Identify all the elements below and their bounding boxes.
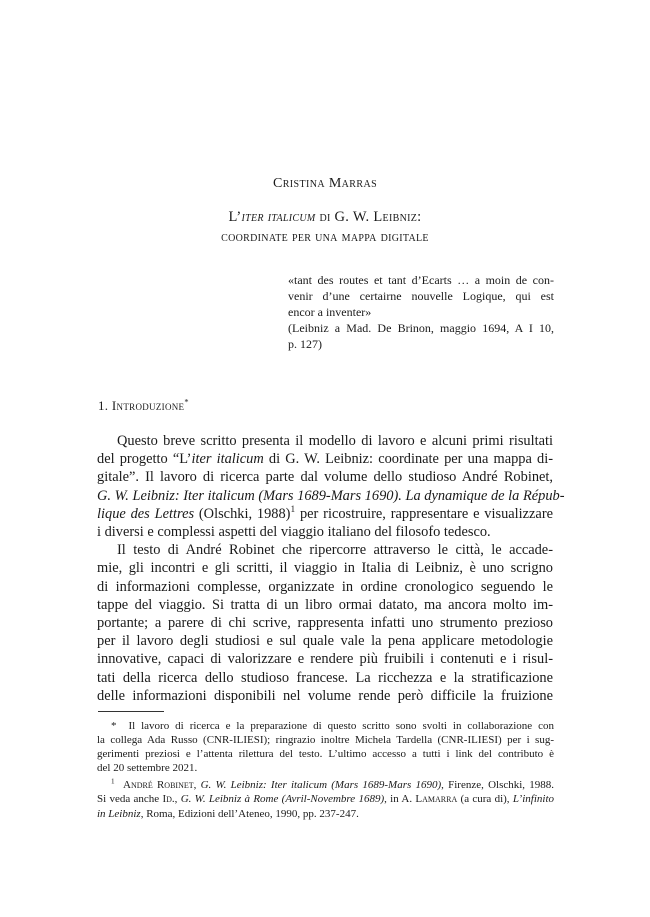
section-number: 1. xyxy=(98,398,109,413)
section-footnote-mark: * xyxy=(184,396,189,407)
body-line: portante; a parere di chi scrive, rappresenta infatti uno strumento prezioso xyxy=(97,615,553,632)
body-line: gitale”. Il lavoro di ricerca parte dal volume dello studioso André Robinet, xyxy=(97,469,553,486)
footnote-1-line: in Leibniz, Roma, Edizioni dell’Ateneo, 1990, pp. 237-247. xyxy=(97,807,359,820)
body-line: del progetto “L’iter italicum di G. W. Leibniz: coordinate per una mappa di- xyxy=(97,451,553,468)
footnote-star-line: la collega Ada Russo (CNR-ILIESI); ringrazio inoltre Michela Tardella (CNR-ILIESI) per i sug- xyxy=(97,734,554,747)
body-line: mie, gli incontri e gli scritti, il viaggio in Italia di Leibniz, è uno scrigno xyxy=(97,560,553,577)
body-line: lique des Lettres (Olschki, 1988)$^1$ per ricostruire, rappresentare e visualizzare xyxy=(97,505,553,522)
body-line: Il testo di André Robinet che ripercorre attraverso le città, le accade- xyxy=(117,542,553,559)
title-suffix: di G. W. Leibniz: xyxy=(315,209,422,225)
title-italic: iter italicum xyxy=(241,209,316,225)
epigraph-line: venir d’une certairne nouvelle Logique, qui est xyxy=(288,289,554,303)
footnote-star-line: del 20 settembre 2021. xyxy=(97,762,198,775)
title-prefix: L’ xyxy=(228,209,242,225)
section-heading xyxy=(98,398,189,414)
body-line: G. W. Leibniz: Iter italicum (Mars 1689-Mars 1690). La dynamique de la Répub- xyxy=(97,487,565,504)
footnote-star-line: * Il lavoro di ricerca e la preparazione di questo scritto sono svolti in collaborazione con xyxy=(111,720,555,732)
paper-title-line-1 xyxy=(0,209,650,226)
epigraph xyxy=(288,272,554,352)
paper-title-line-2: coordinate per una mappa digitale xyxy=(221,229,429,245)
author-name: Cristina Marras xyxy=(272,176,378,191)
footnote-star-mark: * xyxy=(111,720,117,732)
footnote-separator xyxy=(98,711,164,712)
epigraph-line: (Leibniz a Mad. De Brinon, maggio 1694, A I 10, xyxy=(288,321,554,335)
body-line: i diversi e complessi aspetti del viaggio italiano del filosofo tedesco. xyxy=(97,524,491,541)
epigraph-line: encor a inventer» xyxy=(288,305,372,319)
body-line: innovative, capaci di valorizzare e rendere più fruibili i contenuti e i risul- xyxy=(97,651,553,668)
footnote-star-line: gerimenti preziosi e l’attenta rilettura del testo. L’ultimo accesso a tutti i link del contributo è xyxy=(97,748,554,761)
body-line: di informazioni complesse, organizzate in ordine cronologico seguendo le xyxy=(97,578,553,595)
body-line: Questo breve scritto presenta il modello di lavoro e alcuni primi risultati xyxy=(117,433,553,449)
footnote-1-line: Si veda anche Id., G. W. Leibniz à Rome (Avril-Novembre 1689), in A. Lamarra (a cura di), L’infinito xyxy=(97,793,554,806)
epigraph-line: p. 127) xyxy=(288,337,322,351)
footnote-1-line: $^1$ André Robinet, G. W. Leibniz: Iter italicum (Mars 1689-Mars 1690), Firenze, Olschki, 1988. xyxy=(111,777,555,792)
body-line: tappe del viaggio. Si tratta di un libro ormai datato, ma ancora molto im- xyxy=(97,596,553,613)
epigraph-line: «tant des routes et tant d’Ecarts … a moin de con- xyxy=(288,273,554,287)
body-line: per il lavoro degli studiosi e sul quale vale la pena applicare metodologie xyxy=(97,633,553,650)
body-line: tati della ricerca dello studioso francese. La ricchezza e la stratificazione xyxy=(97,669,553,686)
footnotes xyxy=(97,719,554,821)
body-line: delle informazioni disponibili nel volume rende però difficile la fruizione xyxy=(97,687,553,704)
footnote-1-mark: 1 xyxy=(111,777,115,786)
body-text xyxy=(97,432,565,705)
footnote-ref-1: 1 xyxy=(290,505,296,516)
section-title: Introduzione xyxy=(111,398,185,413)
